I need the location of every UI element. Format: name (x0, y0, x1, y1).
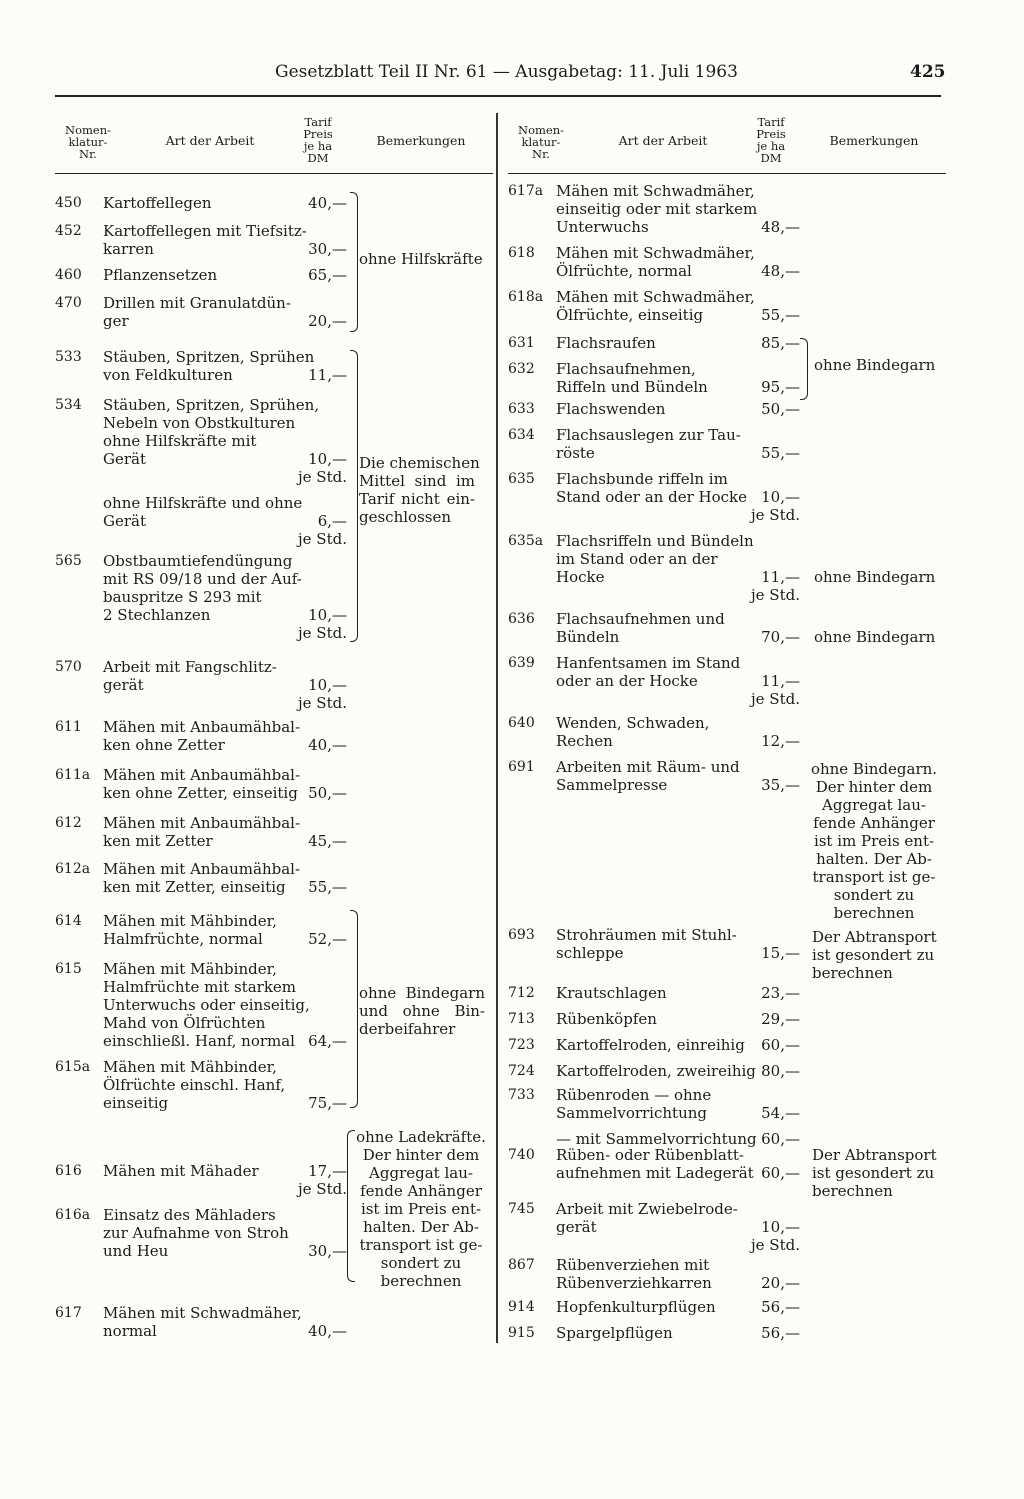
nomenklatur-nr: 693 (508, 927, 535, 943)
nomenklatur-nr: 633 (508, 401, 535, 417)
tarif-preis: 10,— (308, 450, 347, 468)
header-title: Gesetzblatt Teil II Nr. 61 — Ausgabetag: 11. Juli 1963 (275, 62, 738, 82)
nomenklatur-nr: 534 (55, 397, 82, 413)
nomenklatur-nr: 867 (508, 1257, 535, 1273)
art-der-arbeit: Stäuben, Spritzen, Sprühen von Feldkulturen (103, 348, 315, 384)
art-der-arbeit-variante: ohne Hilfskräfte und ohne (103, 494, 303, 512)
art-der-arbeit: Mähen mit Anbaumähbal- ken mit Zetter, einseitig (103, 860, 301, 896)
nomenklatur-nr: 745 (508, 1201, 535, 1217)
nomenklatur-nr: 611 (55, 719, 82, 735)
nomenklatur-nr: 631 (508, 335, 535, 351)
column-divider (496, 113, 498, 1343)
art-der-arbeit: Flachsriffeln und Bündeln im Stand oder an der Hocke (556, 532, 754, 586)
tarif-preis: 11,— (308, 366, 347, 384)
tarif-preis: 55,— (761, 444, 800, 462)
art-der-arbeit: Stäuben, Spritzen, Sprühen, Nebeln von Obstkulturen ohne Hilfskräfte mit Gerät (103, 396, 320, 468)
tarif-preis: 6,— (317, 512, 347, 530)
art-der-arbeit: Mähen mit Schwadmäher, normal (103, 1304, 302, 1340)
tarif-preis: 10,— (308, 676, 347, 694)
nomenklatur-nr: 733 (508, 1087, 535, 1103)
art-der-arbeit: Einsatz des Mähladers zur Aufnahme von Stroh und Heu (103, 1206, 289, 1260)
tarif-preis: 56,— (761, 1298, 800, 1316)
tarif-preis: 30,— (308, 1242, 347, 1260)
art-der-arbeit: Mähen mit Mähbinder, Ölfrüchte einschl. Hanf, einseitig (103, 1058, 286, 1112)
nomenklatur-nr: 618 (508, 245, 535, 261)
nomenklatur-nr: 617 (55, 1305, 82, 1321)
remark-691: ohne Bindegarn. Der hinter dem Aggregat lau- fende Anhänger ist im Preis ent- halten. Der Ab- transport ist ge- sondert zu berechnen (810, 760, 938, 922)
header-tarif: Tarif Preis je ha DM (303, 115, 333, 165)
nomenklatur-nr: 723 (508, 1037, 535, 1053)
art-der-arbeit: Hanfentsamen im Stand oder an der Hocke (556, 654, 741, 690)
art-der-arbeit: Hopfenkulturpflügen (556, 1298, 716, 1316)
art-der-arbeit: Rübenroden — ohne Sammelvorrichtung (556, 1086, 712, 1122)
header-art-der-arbeit: Art der Arbeit (618, 133, 708, 148)
tarif-preis: 30,— (308, 240, 347, 258)
tarif-preis: 85,— (761, 334, 800, 352)
art-der-arbeit: Rüben- oder Rübenblatt- aufnehmen mit Ladegerät (556, 1146, 754, 1182)
tarif-preis: 64,— (308, 1032, 347, 1050)
tarif-preis: 48,— (761, 218, 800, 236)
tarif-preis: 40,— (308, 194, 347, 212)
header-nomenklatur: Nomen- klatur- Nr. (65, 123, 111, 161)
tarif-preis: 65,— (308, 266, 347, 284)
art-der-arbeit: Flachsaufnehmen und Bündeln (556, 610, 725, 646)
art-der-arbeit: Flachswenden (556, 400, 666, 418)
nomenklatur-nr: 634 (508, 427, 535, 443)
art-der-arbeit: Spargelpflügen (556, 1324, 673, 1342)
nomenklatur-nr: 614 (55, 913, 82, 929)
art-der-arbeit: Strohräumen mit Stuhl- schleppe (556, 926, 737, 962)
art-der-arbeit: Mähen mit Schwadmäher, Ölfrüchte, einseitig (556, 288, 755, 324)
nomenklatur-nr: 713 (508, 1011, 535, 1027)
tarif-einheit: je Std. (751, 586, 800, 604)
tarif-preis: 12,— (761, 732, 800, 750)
nomenklatur-nr: 915 (508, 1325, 535, 1341)
art-der-arbeit: Mähen mit Schwadmäher, einseitig oder mit starkem Unterwuchs (556, 182, 758, 236)
art-der-arbeit: Kartoffellegen (103, 194, 212, 212)
tarif-preis: 20,— (308, 312, 347, 330)
tarif-preis: 95,— (761, 378, 800, 396)
art-der-arbeit: Mähen mit Mähbinder, Halmfrüchte, normal (103, 912, 277, 948)
tarif-einheit: je Std. (298, 530, 347, 548)
tarif-preis: 11,— (761, 672, 800, 690)
tarif-preis: 70,— (761, 628, 800, 646)
left-column (53, 110, 493, 1360)
tarif-preis: 50,— (761, 400, 800, 418)
tarif-preis: 40,— (308, 1322, 347, 1340)
nomenklatur-nr: 615a (55, 1059, 91, 1075)
art-der-arbeit: Mähen mit Anbaumähbal- ken mit Zetter (103, 814, 301, 850)
tarif-einheit: je Std. (298, 694, 347, 712)
nomenklatur-nr: 639 (508, 655, 535, 671)
tarif-preis: 56,— (761, 1324, 800, 1342)
nomenklatur-nr: 612a (55, 861, 91, 877)
table-header (53, 110, 493, 174)
tarif-preis: 10,— (308, 606, 347, 624)
tarif-preis: 80,— (761, 1062, 800, 1080)
nomenklatur-nr: 460 (55, 267, 82, 283)
tarif-preis: 29,— (761, 1010, 800, 1028)
nomenklatur-nr: 640 (508, 715, 535, 731)
bracket (347, 1130, 355, 1282)
tarif-preis: 60,— (761, 1036, 800, 1054)
tarif-preis: 11,— (761, 568, 800, 586)
tarif-preis: 45,— (308, 832, 347, 850)
tarif-preis: 48,— (761, 262, 800, 280)
art-der-arbeit-variante: — mit Sammelvorrichtung (556, 1130, 757, 1148)
art-der-arbeit: Drillen mit Granulatdün- ger (103, 294, 291, 330)
tarif-preis: 75,— (308, 1094, 347, 1112)
row-remark: ohne Bindegarn (814, 568, 936, 586)
header-tarif: Tarif Preis je ha DM (756, 115, 786, 165)
tarif-einheit: je Std. (298, 1180, 347, 1198)
nomenklatur-nr: 635a (508, 533, 544, 549)
tarif-preis: 17,— (308, 1162, 347, 1180)
header-rule (55, 95, 941, 97)
remark-693: Der Abtransport ist gesondert zu berechnen (812, 928, 937, 982)
header-nomenklatur: Nomen- klatur- Nr. (518, 123, 564, 161)
art-der-arbeit: Arbeit mit Zwiebelrode- gerät (556, 1200, 738, 1236)
bracket (350, 192, 358, 332)
tarif-preis: 20,— (761, 1274, 800, 1292)
art-der-arbeit: Mähen mit Schwadmäher, Ölfrüchte, normal (556, 244, 755, 280)
art-der-arbeit: Flachsbunde riffeln im Stand oder an der Hocke (556, 470, 747, 506)
nomenklatur-nr: 452 (55, 223, 82, 239)
right-column (506, 110, 946, 1360)
tarif-preis: 50,— (308, 784, 347, 802)
header-bemerkungen: Bemerkungen (376, 133, 466, 148)
art-der-arbeit: Mähen mit Anbaumähbal- ken ohne Zetter, einseitig (103, 766, 301, 802)
nomenklatur-nr: 617a (508, 183, 544, 199)
table-header (506, 110, 946, 174)
nomenklatur-nr: 565 (55, 553, 82, 569)
nomenklatur-nr: 450 (55, 195, 82, 211)
tarif-preis: 23,— (761, 984, 800, 1002)
art-der-arbeit: Kartoffelroden, zweireihig (556, 1062, 756, 1080)
page-number: 425 (910, 62, 946, 82)
art-der-arbeit: Obstbaumtiefendüngung mit RS 09/18 und der Auf- bauspritze S 293 mit 2 Stechlanzen (103, 552, 302, 624)
nomenklatur-nr: 635 (508, 471, 535, 487)
nomenklatur-nr: 636 (508, 611, 535, 627)
art-der-arbeit: Kartoffellegen mit Tiefsitz- karren (103, 222, 307, 258)
remark-ohne-bindegarn: ohne Bindegarn (814, 356, 936, 374)
header-art-der-arbeit: Art der Arbeit (165, 133, 255, 148)
art-der-arbeit: Kartoffelroden, einreihig (556, 1036, 745, 1054)
nomenklatur-nr: 533 (55, 349, 82, 365)
nomenklatur-nr: 616 (55, 1163, 82, 1179)
art-der-arbeit: Mähen mit Anbaumähbal- ken ohne Zetter (103, 718, 301, 754)
row-remark: ohne Bindegarn (814, 628, 936, 646)
nomenklatur-nr: 712 (508, 985, 535, 1001)
art-der-arbeit: Rübenverziehen mit Rübenverziehkarren (556, 1256, 712, 1292)
tarif-preis: 52,— (308, 930, 347, 948)
nomenklatur-nr: 724 (508, 1063, 535, 1079)
tarif-preis: 55,— (761, 306, 800, 324)
remark-ohne-ladekraefte: ohne Ladekräfte. Der hinter dem Aggregat lau- fende Anhänger ist im Preis ent- halten. Der Ab- transport ist ge- sondert zu berechnen (356, 1128, 486, 1290)
art-der-arbeit: Arbeit mit Fangschlitz- gerät (103, 658, 277, 694)
tarif-preis: 60,— (761, 1164, 800, 1182)
tarif-preis: 54,— (761, 1104, 800, 1122)
nomenklatur-nr: 470 (55, 295, 82, 311)
tarif-einheit: je Std. (751, 1236, 800, 1254)
nomenklatur-nr: 570 (55, 659, 82, 675)
art-der-arbeit: Arbeiten mit Räum- und Sammelpresse (556, 758, 740, 794)
nomenklatur-nr: 618a (508, 289, 544, 305)
art-der-arbeit: Flachsaufnehmen, Riffeln und Bündeln (556, 360, 708, 396)
art-der-arbeit: Mähen mit Mähbinder, Halmfrüchte mit starkem Unterwuchs oder einseitig, Mahd von Ölfrüchten einschließl. Hanf, normal (103, 960, 310, 1050)
remark-ohne-hilfskraefte: ohne Hilfskräfte (359, 250, 483, 268)
bracket (800, 338, 808, 400)
nomenklatur-nr: 691 (508, 759, 535, 775)
remark-740: Der Abtransport ist gesondert zu berechnen (812, 1146, 937, 1200)
tarif-preis: 15,— (761, 944, 800, 962)
nomenklatur-nr: 615 (55, 961, 82, 977)
remark-chemische-mittel: Die chemischen Mittel sind im Tarif nicht ein- geschlossen (359, 454, 480, 526)
page-header (0, 62, 1024, 88)
nomenklatur-nr: 740 (508, 1147, 535, 1163)
tarif-preis: 60,— (761, 1130, 800, 1148)
tarif-preis: 55,— (308, 878, 347, 896)
art-der-arbeit: Rübenköpfen (556, 1010, 657, 1028)
nomenklatur-nr: 616a (55, 1207, 91, 1223)
tarif-preis: 40,— (308, 736, 347, 754)
art-der-arbeit: Wenden, Schwaden, Rechen (556, 714, 710, 750)
tarif-preis: 10,— (761, 488, 800, 506)
tarif-preis: 35,— (761, 776, 800, 794)
bracket (350, 910, 358, 1108)
art-der-arbeit: Mähen mit Mähader (103, 1162, 259, 1180)
art-der-arbeit: Flachsraufen (556, 334, 656, 352)
nomenklatur-nr: 612 (55, 815, 82, 831)
tarif-einheit: je Std. (751, 506, 800, 524)
art-der-arbeit: Flachsauslegen zur Tau- röste (556, 426, 741, 462)
header-bemerkungen: Bemerkungen (829, 133, 919, 148)
tarif-preis: 10,— (761, 1218, 800, 1236)
tarif-einheit: je Std. (298, 624, 347, 642)
art-der-arbeit: Krautschlagen (556, 984, 667, 1002)
nomenklatur-nr: 914 (508, 1299, 535, 1315)
remark-ohne-bindegarn: ohne Bindegarn und ohne Bin- derbeifahrer (359, 984, 485, 1038)
bracket (350, 350, 358, 642)
art-der-arbeit: Pflanzensetzen (103, 266, 218, 284)
nomenklatur-nr: 632 (508, 361, 535, 377)
art-der-arbeit-variante: Gerät (103, 512, 147, 530)
nomenklatur-nr: 611a (55, 767, 91, 783)
tarif-einheit: je Std. (298, 468, 347, 486)
tarif-einheit: je Std. (751, 690, 800, 708)
